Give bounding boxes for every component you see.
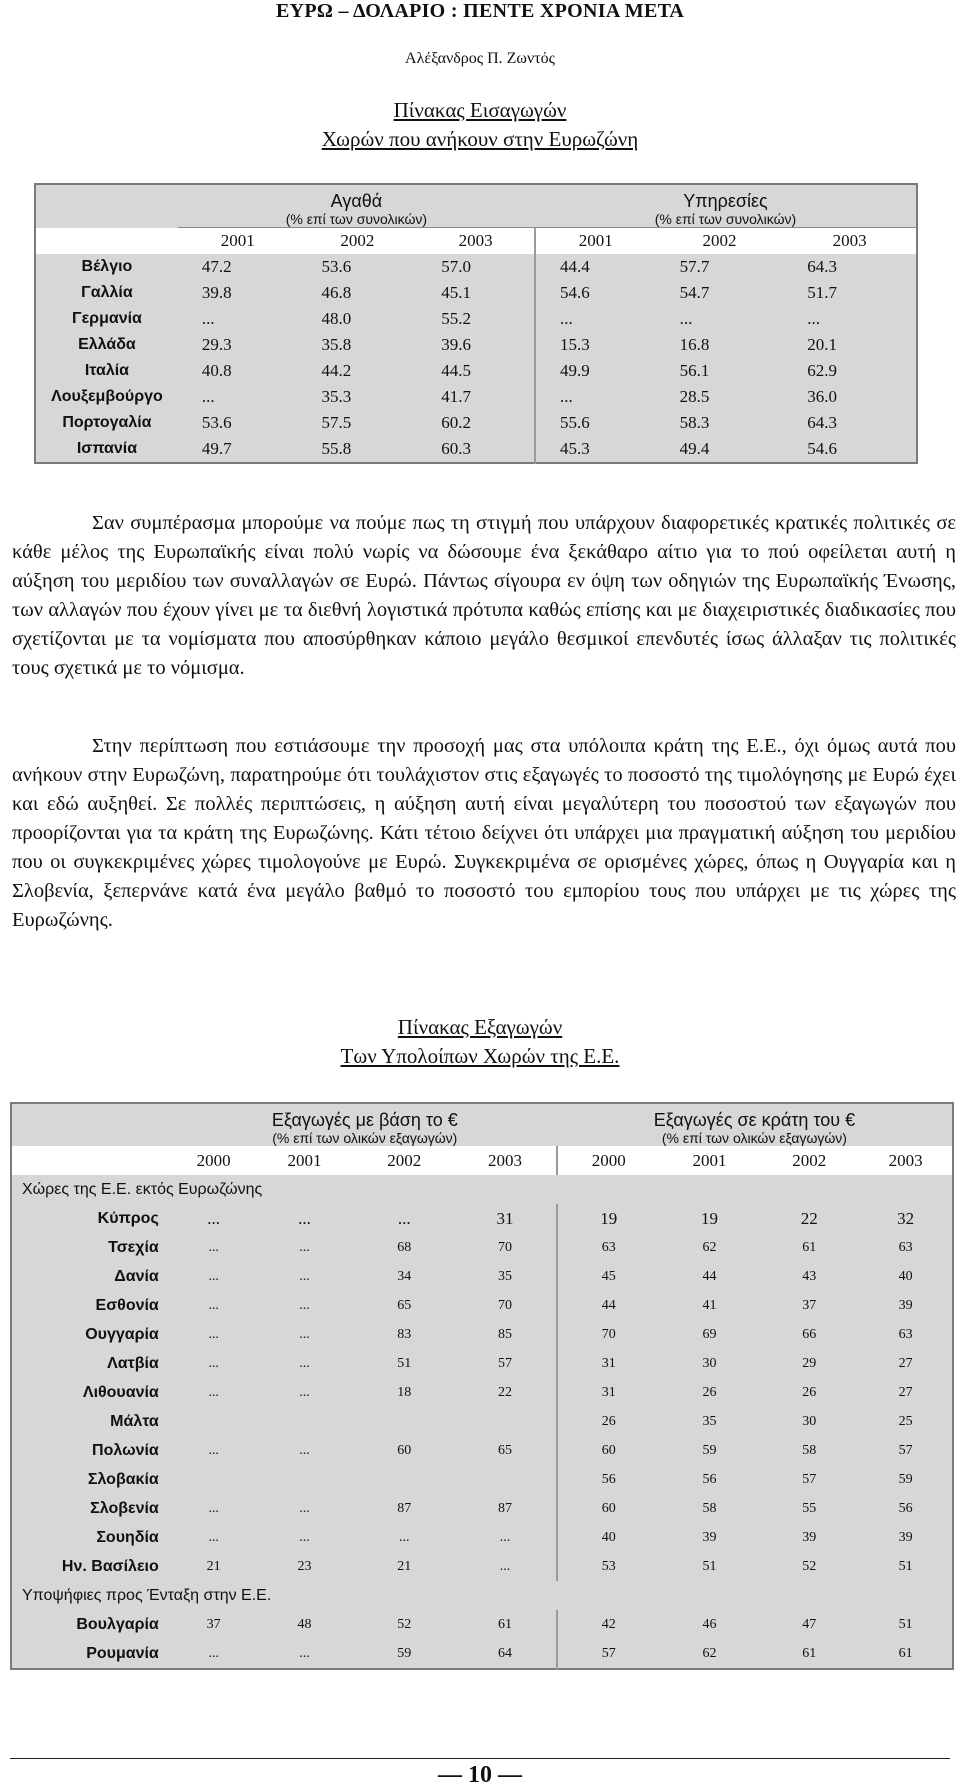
country-name: Σλοβακία xyxy=(87,1470,159,1488)
value-cell: 57.7 xyxy=(679,257,710,276)
value-cell: 58 xyxy=(802,1442,817,1458)
value-cell: 35 xyxy=(498,1268,512,1284)
exports-caption-line1: Πίνακας Εξαγωγών xyxy=(397,1015,563,1039)
value-cell: 53.6 xyxy=(201,413,232,432)
value-cell: 40 xyxy=(557,1523,660,1552)
country-name: Ισπανία xyxy=(76,440,138,457)
value-cell: 62 xyxy=(702,1239,717,1255)
value-cell: ... xyxy=(298,1208,311,1228)
table-row xyxy=(11,1610,953,1639)
value-cell: 87 xyxy=(498,1500,512,1516)
table-row xyxy=(35,254,917,280)
year-header: 2001 xyxy=(660,1146,760,1175)
value-cell: 39 xyxy=(702,1529,717,1545)
value-cell: 22 xyxy=(498,1384,512,1400)
value-cell: 39 xyxy=(898,1529,913,1545)
value-cell: 83 xyxy=(397,1326,412,1342)
value-cell: ... xyxy=(299,1442,310,1458)
value-cell: ... xyxy=(499,1529,511,1545)
value-cell: 47 xyxy=(802,1616,817,1632)
imports-table-caption xyxy=(0,96,960,154)
value-cell: 85 xyxy=(498,1326,512,1342)
value-cell: 57 xyxy=(498,1355,512,1371)
value-cell: ... xyxy=(299,1529,310,1545)
value-cell: 42 xyxy=(557,1610,660,1639)
table-row xyxy=(11,1204,953,1233)
country-name: Τσεχία xyxy=(108,1238,159,1256)
value-cell: 59 xyxy=(397,1645,412,1661)
value-cell: 26 xyxy=(802,1384,817,1400)
country-name: Ιταλία xyxy=(84,362,129,379)
value-cell: 35.8 xyxy=(321,335,352,354)
value-cell: 54.6 xyxy=(807,439,838,458)
exports-table-caption xyxy=(0,1013,960,1071)
value-cell: 48.0 xyxy=(321,309,352,328)
value-cell: 44.4 xyxy=(535,254,656,280)
year-header: 2000 xyxy=(557,1146,660,1175)
value-cell: 54.6 xyxy=(535,280,656,306)
value-cell: 27 xyxy=(898,1384,913,1400)
goods-title: Αγαθά xyxy=(330,191,383,211)
group-row xyxy=(11,1581,953,1610)
value-cell: 70 xyxy=(498,1297,512,1313)
value-cell: 68 xyxy=(397,1239,412,1255)
value-cell: 70 xyxy=(498,1239,512,1255)
value-cell xyxy=(354,1407,454,1436)
value-cell: 40.8 xyxy=(201,361,232,380)
value-cell: 30 xyxy=(802,1413,817,1429)
table-row xyxy=(35,436,917,463)
value-cell: 56 xyxy=(898,1500,913,1516)
value-cell: 51 xyxy=(898,1558,913,1574)
value-cell: 51.7 xyxy=(807,283,838,302)
value-cell: 69 xyxy=(702,1326,717,1342)
year-header: 2001 xyxy=(255,1146,355,1175)
value-cell: 48 xyxy=(297,1616,312,1632)
euro-area-exports-subtitle: (% επί των ολικών εξαγωγών) xyxy=(661,1130,847,1146)
table-row xyxy=(35,280,917,306)
table-row xyxy=(11,1233,953,1262)
year-header: 2002 xyxy=(354,1146,454,1175)
exports-table xyxy=(10,1102,954,1670)
imports-caption-line1: Πίνακας Εισαγωγών xyxy=(393,98,567,122)
value-cell: ... xyxy=(208,1297,219,1313)
services-subtitle: (% επί των συνολικών) xyxy=(654,211,797,227)
header-blank xyxy=(35,184,178,228)
value-cell: 66 xyxy=(802,1326,817,1342)
value-cell: 65 xyxy=(498,1442,512,1458)
value-cell: 45.1 xyxy=(441,283,471,302)
value-cell: 44.5 xyxy=(441,361,471,380)
country-name: Ουγγαρία xyxy=(85,1325,159,1343)
table-row xyxy=(11,1262,953,1291)
value-cell: 29 xyxy=(802,1355,817,1371)
value-cell: 59 xyxy=(898,1471,913,1487)
value-cell: 46 xyxy=(702,1616,717,1632)
author-name: Αλέξανδρος Π. Ζωντός xyxy=(405,50,555,67)
value-cell: 51 xyxy=(397,1355,412,1371)
value-cell: 44.2 xyxy=(321,361,352,380)
country-name: Πολωνία xyxy=(92,1441,159,1459)
country-name: Πορτογαλία xyxy=(62,414,152,431)
value-cell: 57.0 xyxy=(441,257,471,276)
value-cell: 64.3 xyxy=(807,257,838,276)
value-cell xyxy=(173,1465,255,1494)
value-cell: ... xyxy=(398,1529,410,1545)
value-cell: ... xyxy=(299,1500,310,1516)
value-cell: 22 xyxy=(800,1208,818,1228)
value-cell: ... xyxy=(299,1645,310,1661)
euro-exports-header xyxy=(173,1103,557,1146)
value-cell: 39 xyxy=(802,1529,817,1545)
table-row xyxy=(11,1436,953,1465)
table-row xyxy=(11,1639,953,1669)
value-cell xyxy=(255,1465,355,1494)
value-cell: 23 xyxy=(297,1558,312,1574)
country-name: Λιθουανία xyxy=(82,1383,159,1401)
value-cell: ... xyxy=(499,1558,511,1574)
goods-header xyxy=(178,184,535,228)
value-cell: ... xyxy=(208,1529,219,1545)
value-cell: 63 xyxy=(898,1239,913,1255)
value-cell: 53.6 xyxy=(321,257,352,276)
value-cell: 55.8 xyxy=(321,439,352,458)
group-label: Υποψήφιες προς Ένταξη στην Ε.Ε. xyxy=(22,1586,272,1604)
value-cell: 16.8 xyxy=(679,335,710,354)
value-cell: 60.2 xyxy=(441,413,471,432)
value-cell: ... xyxy=(208,1500,219,1516)
value-cell: 26 xyxy=(557,1407,660,1436)
value-cell: ... xyxy=(208,1268,219,1284)
value-cell: 49.9 xyxy=(535,358,656,384)
value-cell: 51 xyxy=(702,1558,717,1574)
value-cell: 45 xyxy=(557,1262,660,1291)
table-row xyxy=(11,1291,953,1320)
value-cell xyxy=(255,1407,355,1436)
value-cell: 28.5 xyxy=(679,387,710,406)
value-cell: 20.1 xyxy=(807,335,838,354)
value-cell: 21 xyxy=(397,1558,412,1574)
value-cell: 25 xyxy=(898,1413,913,1429)
value-cell: 44 xyxy=(557,1291,660,1320)
year-header: 2000 xyxy=(173,1146,255,1175)
value-cell: 49.4 xyxy=(679,439,710,458)
year-header: 2003 xyxy=(454,1146,557,1175)
table-row xyxy=(35,410,917,436)
value-cell: 41 xyxy=(702,1297,717,1313)
value-cell: 56 xyxy=(702,1471,717,1487)
table-row xyxy=(35,306,917,332)
country-name: Γερμανία xyxy=(71,310,142,327)
euro-exports-subtitle: (% επί των ολικών εξαγωγών) xyxy=(272,1130,458,1146)
value-cell: ... xyxy=(299,1326,310,1342)
value-cell: ... xyxy=(208,1355,219,1371)
table-row xyxy=(11,1407,953,1436)
footer-rule xyxy=(10,1758,950,1759)
value-cell: 54.7 xyxy=(679,283,710,302)
value-cell xyxy=(354,1465,454,1494)
value-cell: 59 xyxy=(702,1442,717,1458)
table-row xyxy=(11,1523,953,1552)
value-cell: ... xyxy=(535,306,656,332)
table-row xyxy=(35,358,917,384)
exports-caption-line2: Των Υπολοίπων Χωρών της Ε.Ε. xyxy=(340,1044,620,1068)
value-cell: ... xyxy=(299,1268,310,1284)
value-cell: 64.3 xyxy=(807,413,838,432)
country-name: Λατβία xyxy=(107,1354,159,1372)
value-cell: 43 xyxy=(802,1268,817,1284)
value-cell: 41.7 xyxy=(441,387,471,406)
value-cell: 37 xyxy=(206,1616,221,1632)
value-cell: ... xyxy=(208,1442,219,1458)
value-cell: 55 xyxy=(802,1500,817,1516)
year-header: 2003 xyxy=(417,228,535,255)
value-cell: ... xyxy=(208,1326,219,1342)
country-name: Ην. Βασίλειο xyxy=(61,1557,159,1575)
euro-area-exports-title: Εξαγωγές σε κράτη του € xyxy=(653,1110,856,1130)
value-cell: 60 xyxy=(397,1442,412,1458)
value-cell xyxy=(173,1407,255,1436)
year-header: 2001 xyxy=(535,228,656,255)
value-cell: 39.6 xyxy=(441,335,471,354)
group-row xyxy=(11,1175,953,1204)
value-cell: 55.6 xyxy=(535,410,656,436)
value-cell: ... xyxy=(535,384,656,410)
value-cell: 64 xyxy=(498,1645,512,1661)
value-cell: 62 xyxy=(702,1645,717,1661)
value-cell: 52 xyxy=(397,1616,412,1632)
value-cell: 53 xyxy=(557,1552,660,1581)
table-row xyxy=(11,1494,953,1523)
page-number: — 10 — xyxy=(438,1762,522,1788)
value-cell: 61 xyxy=(802,1239,817,1255)
country-name: Ρουμανία xyxy=(86,1644,159,1662)
value-cell: 32 xyxy=(897,1208,915,1228)
country-name: Βουλγαρία xyxy=(76,1615,159,1633)
paragraph-non-euro-countries: Στην περίπτωση που εστιάσουμε την προσοχή μας στα υπόλοιπα κράτη της Ε.Ε., όχι όμως αυτά που ανήκουν στην Ευρωζώνη, παρατηρούμε ότι τουλάχιστον στις εξαγωγές το ποσοστό της τιμολόγησης με Ευρώ έχει και εδώ αυξηθεί. Σε πολλές περιπτώσεις, η αύξηση αυτή είναι μεγαλύτερη του ποσοστού των εξαγωγών που προορίζονται για τα κράτη της Ευρωζώνης. Κάτι τέτοιο δείχνει ότι υπάρχει μια πραγματική αύξηση του μεριδίου που οι συγκεκριμένες χώρες τιμολογούνε με Ευρώ. Συγκεκριμένα σε ορισμένες χώρες, όπως η Ουγγαρία και η Σλοβενία, ξεπερνάνε κατά ένα μεγάλο βαθμό το ποσοστό του εμπορίου τους που υπάρχει με τις χώρες της Ευρωζώνης. xyxy=(12,735,956,931)
value-cell xyxy=(454,1465,557,1494)
euro-area-exports-header xyxy=(557,1103,953,1146)
value-cell: 18 xyxy=(397,1384,412,1400)
value-cell: 30 xyxy=(702,1355,717,1371)
country-name: Ελλάδα xyxy=(78,336,136,353)
value-cell: 46.8 xyxy=(321,283,352,302)
country-name: Γαλλία xyxy=(81,284,133,301)
country-name: Κύπρος xyxy=(97,1209,159,1227)
goods-subtitle: (% επί των συνολικών) xyxy=(285,211,428,227)
value-cell: 60.3 xyxy=(441,439,471,458)
country-name: Δανία xyxy=(114,1267,159,1285)
value-cell: 37 xyxy=(802,1297,817,1313)
value-cell: 57 xyxy=(557,1639,660,1669)
table-row xyxy=(35,332,917,358)
document-title: ΕΥΡΩ – ΔΟΛΑΡΙΟ : ΠΕΝΤΕ ΧΡΟΝΙΑ ΜΕΤΑ xyxy=(275,0,685,22)
services-title: Υπηρεσίες xyxy=(683,191,768,211)
value-cell: ... xyxy=(299,1239,310,1255)
value-cell: 60 xyxy=(557,1436,660,1465)
value-cell: ... xyxy=(208,1239,219,1255)
value-cell: 34 xyxy=(397,1268,412,1284)
country-name: Λουξεμβούργο xyxy=(51,388,163,405)
paragraph-conclusion: Σαν συμπέρασμα μπορούμε να πούμε πως τη στιγμή που υπάρχουν διαφορετικές κρατικές πολιτικές σε κάθε μέλος της Ευρωπαϊκής είναι πολύ νωρίς να δώσουμε ένα ξεκάθαρο αίτιο για το πού οφείλεται αυτή η αύξηση του μεριδίου των συναλλαγών σε Ευρώ. Πάντως σίγουρα εν όψη των οδηγιών της Ευρωπαϊκής Ένωσης, των αλλαγών που έχουν γίνει με τα διεθνή λογιστικά πρότυπα καθώς επίσης και με διαχειριστικές διαδικασίες που σχετίζονται με τα νομίσματα που αποσύρθηκαν κάποιο μεγάλο θεσμικοί επενδυτές ίσως άλλαξαν τις πολιτικές τους σχετικά με το νόμισμα. xyxy=(12,512,956,679)
years-row xyxy=(35,228,917,255)
value-cell: ... xyxy=(299,1355,310,1371)
value-cell: 44 xyxy=(702,1268,717,1284)
value-cell: 63 xyxy=(898,1326,913,1342)
table-row xyxy=(11,1349,953,1378)
value-cell: ... xyxy=(207,1208,221,1228)
table-row xyxy=(11,1552,953,1581)
value-cell: 31 xyxy=(557,1349,660,1378)
value-cell: 60 xyxy=(557,1494,660,1523)
year-header: 2003 xyxy=(783,228,917,255)
value-cell: 70 xyxy=(557,1320,660,1349)
value-cell: 57.5 xyxy=(321,413,352,432)
imports-table xyxy=(34,183,918,464)
value-cell: 61 xyxy=(898,1645,913,1661)
euro-exports-title: Εξαγωγές με βάση το € xyxy=(271,1110,458,1130)
value-cell: 51 xyxy=(898,1616,913,1632)
year-header: 2002 xyxy=(298,228,418,255)
table-row xyxy=(11,1465,953,1494)
value-cell: 61 xyxy=(802,1645,817,1661)
value-cell: ... xyxy=(208,1645,219,1661)
value-cell: 56.1 xyxy=(679,361,710,380)
value-cell: 21 xyxy=(206,1558,221,1574)
imports-caption-line2: Χωρών που ανήκουν στην Ευρωζώνη xyxy=(321,127,639,151)
value-cell: 39 xyxy=(898,1297,913,1313)
value-cell: 87 xyxy=(397,1500,412,1516)
value-cell: 61 xyxy=(498,1616,512,1632)
value-cell: 19 xyxy=(701,1208,718,1228)
country-name: Μάλτα xyxy=(110,1412,159,1430)
value-cell: 58.3 xyxy=(679,413,710,432)
year-header: 2002 xyxy=(759,1146,859,1175)
value-cell: 35 xyxy=(702,1413,717,1429)
value-cell: 52 xyxy=(802,1558,817,1574)
value-cell: 63 xyxy=(557,1233,660,1262)
value-cell: 15.3 xyxy=(535,332,656,358)
value-cell: 35.3 xyxy=(321,387,352,406)
year-header: 2003 xyxy=(859,1146,953,1175)
group-label: Χώρες της Ε.Ε. εκτός Ευρωζώνης xyxy=(22,1180,263,1198)
value-cell: 36.0 xyxy=(807,387,838,406)
value-cell: 26 xyxy=(702,1384,717,1400)
value-cell: 19 xyxy=(557,1204,660,1233)
value-cell: 39.8 xyxy=(201,283,232,302)
table-row xyxy=(35,384,917,410)
value-cell: ... xyxy=(201,387,215,406)
value-cell: ... xyxy=(679,309,693,328)
country-name: Εσθονία xyxy=(95,1296,159,1314)
services-header xyxy=(535,184,917,228)
value-cell: 57 xyxy=(802,1471,817,1487)
value-cell: 65 xyxy=(397,1297,412,1313)
value-cell: 57 xyxy=(898,1442,913,1458)
value-cell: ... xyxy=(299,1384,310,1400)
value-cell: 56 xyxy=(557,1465,660,1494)
value-cell: 27 xyxy=(898,1355,913,1371)
value-cell: ... xyxy=(397,1208,411,1228)
value-cell: 49.7 xyxy=(201,439,232,458)
value-cell: 40 xyxy=(898,1268,913,1284)
years-row xyxy=(11,1146,953,1175)
country-name: Σλοβενία xyxy=(90,1499,159,1517)
value-cell: ... xyxy=(299,1297,310,1313)
country-name: Σουηδία xyxy=(96,1528,159,1546)
year-header: 2001 xyxy=(178,228,298,255)
table-row xyxy=(11,1378,953,1407)
value-cell: 62.9 xyxy=(807,361,838,380)
value-cell: ... xyxy=(201,309,215,328)
value-cell: ... xyxy=(807,309,821,328)
value-cell: ... xyxy=(208,1384,219,1400)
value-cell: 29.3 xyxy=(201,335,232,354)
value-cell: 45.3 xyxy=(535,436,656,463)
value-cell: 31 xyxy=(557,1378,660,1407)
value-cell: 55.2 xyxy=(441,309,471,328)
value-cell: 58 xyxy=(702,1500,717,1516)
country-name: Βέλγιο xyxy=(81,258,133,275)
value-cell: 47.2 xyxy=(201,257,232,276)
table-row xyxy=(11,1320,953,1349)
value-cell xyxy=(454,1407,557,1436)
value-cell: 31 xyxy=(496,1208,514,1228)
year-header: 2002 xyxy=(656,228,784,255)
